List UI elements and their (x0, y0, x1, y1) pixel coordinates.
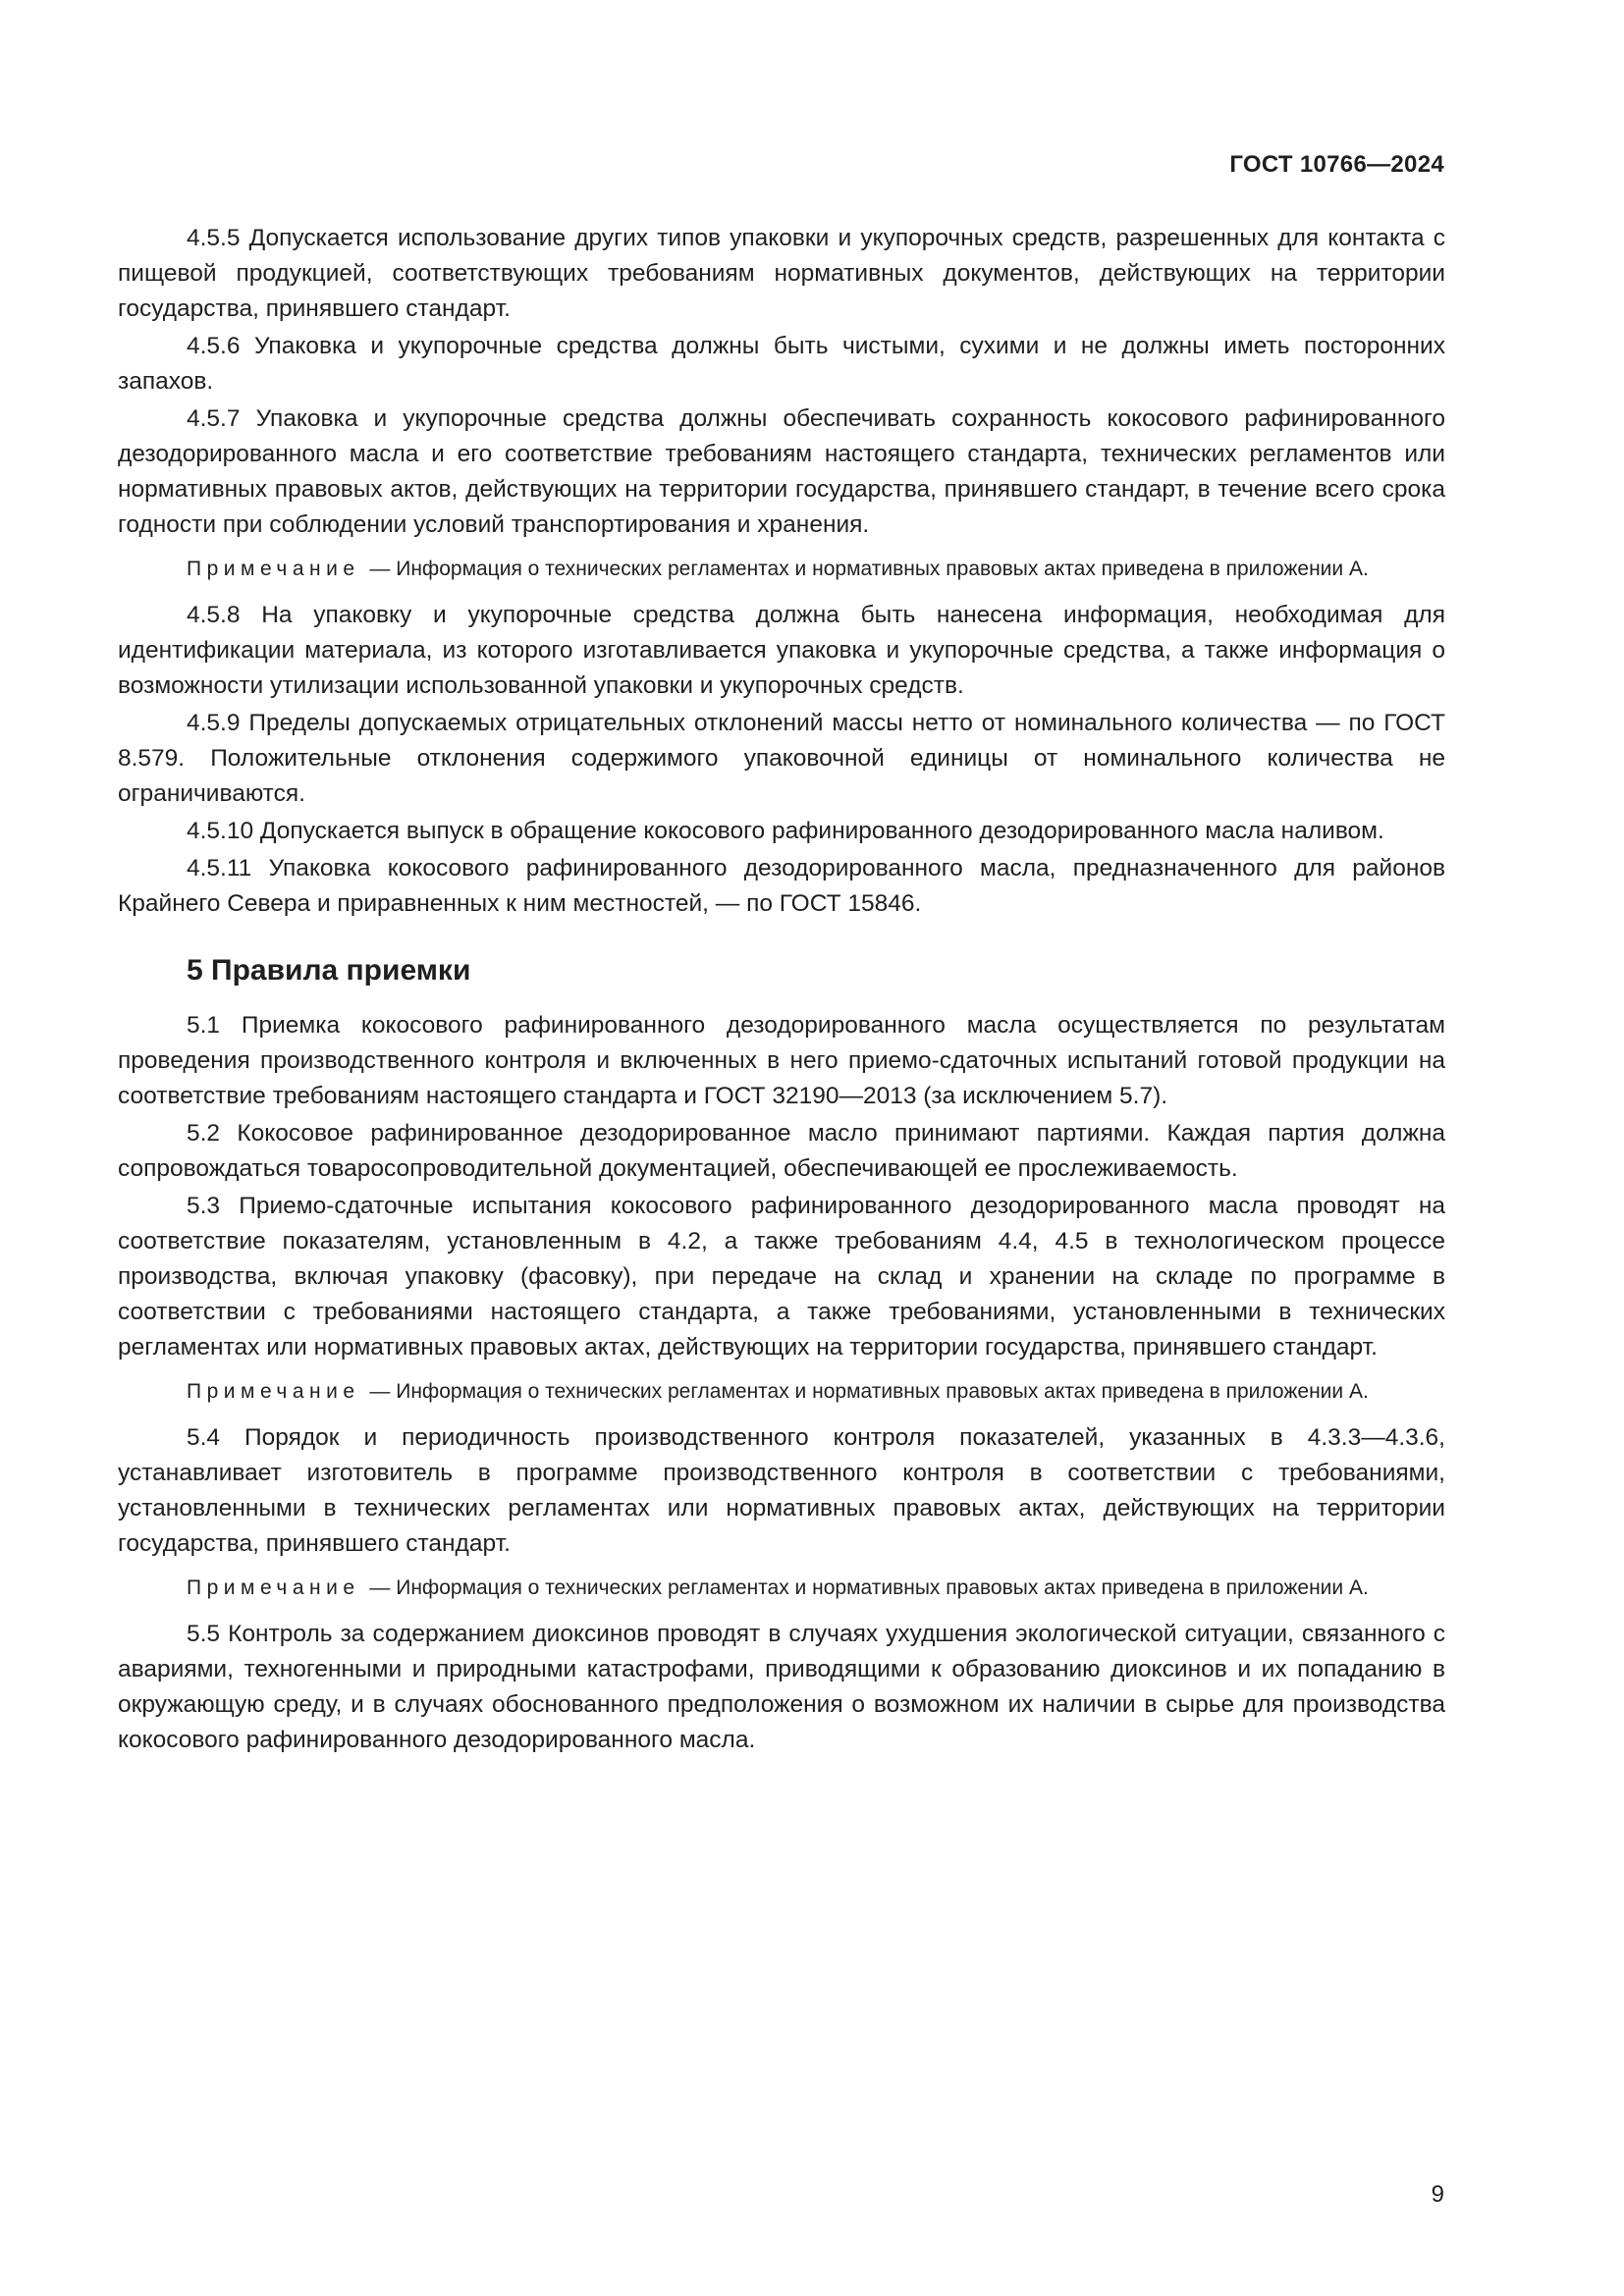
note-text: — Информация о технических регламентах и нормативных правовых актах приведена в приложении А. (369, 1576, 1369, 1599)
clause-5-2: 5.2 Кокосовое рафинированное дезодорированное масло принимают партиями. Каждая партия должна сопровождаться товаросопроводительной документацией, обеспечивающей ее прослеживаемость. (118, 1120, 1445, 1182)
section-heading: 5 Правила приемки (187, 954, 471, 987)
clause-4-5-7: 4.5.7 Упаковка и укупорочные средства должны обеспечивать сохранность кокосового рафинированного дезодорированного масла и его соответствие требованиям настоящего стандарта, технических регламентов или нормативных правовых актов, действующих на территории государства, принявшего стандарт, в течение всего срока годности при соблюдении условий транспортирования и хранения. (118, 405, 1445, 538)
page-number: 9 (1431, 2181, 1444, 2208)
note-label: Примечание (187, 1380, 360, 1403)
note (118, 555, 1445, 584)
clause-4-5-11: 4.5.11 Упаковка кокосового рафинированного дезодорированного масла, предназначенного для районов Крайнего Севера и приравненных к ним местностей, — по ГОСТ 15846. (118, 855, 1445, 917)
clause-4-5-9: 4.5.9 Пределы допускаемых отрицательных отклонений массы нетто от номинального количества — по ГОСТ 8.579. Положительные отклонения содержимого упаковочной единицы от номинального количества не ограничиваются. (118, 710, 1445, 807)
clause-5-1: 5.1 Приемка кокосового рафинированного дезодорированного масла осуществляется по результатам проведения производственного контроля и включенных в него приемо-сдаточных испытаний готовой продукции на соответствие требованиям настоящего стандарта и ГОСТ 32190—2013 (за исключением 5.7). (118, 1012, 1445, 1109)
clause-4-5-5: 4.5.5 Допускается использование других типов упаковки и укупорочных средств, разрешенных для контакта с пищевой продукцией, соответствующих требованиям нормативных документов, действующих на территории государства, принявшего стандарт. (118, 225, 1445, 322)
note-text: — Информация о технических регламентах и нормативных правовых актах приведена в приложении А. (369, 558, 1369, 580)
note-label: Примечание (187, 1576, 360, 1599)
note-text: — Информация о технических регламентах и нормативных правовых актах приведена в приложении А. (369, 1380, 1369, 1403)
clause-5-5: 5.5 Контроль за содержанием диоксинов проводят в случаях ухудшения экологической ситуации, связанного с авариями, техногенными и природными катастрофами, приводящими к образованию диоксинов и их попаданию в окружающую среду, и в случаях обоснованного предположения о возможном их наличии в сырье для производства кокосового рафинированного дезодорированного масла. (118, 1621, 1445, 1753)
clause-4-5-10: 4.5.10 Допускается выпуск в обращение кокосового рафинированного дезодорированного масла наливом. (187, 818, 1384, 844)
note (118, 1377, 1445, 1407)
clause-5-4: 5.4 Порядок и периодичность производственного контроля показателей, указанных в 4.3.3—4.3.6, устанавливает изготовитель в программе производственного контроля в соответствии с требованиями, установленными в технических регламентах или нормативных правовых актах, действующих на территории государства, принявшего стандарт. (118, 1424, 1445, 1557)
clause-5-3: 5.3 Приемо-сдаточные испытания кокосового рафинированного дезодорированного масла проводят на соответствие показателям, установленным в 4.2, а также требованиям 4.4, 4.5 в технологическом процессе производства, включая упаковку (фасовку), при передаче на склад и хранении на складе по программе в соответствии с требованиями настоящего стандарта, а также требованиями, установленными в технических регламентах или нормативных правовых актах, действующих на территории государства, принявшего стандарт. (118, 1193, 1445, 1361)
note-label: Примечание (187, 558, 360, 580)
clause-4-5-6: 4.5.6 Упаковка и укупорочные средства должны быть чистыми, сухими и не должны иметь посторонних запахов. (118, 333, 1445, 395)
document-body (118, 221, 1445, 1760)
note (118, 1574, 1445, 1603)
document-code: ГОСТ 10766—2024 (1229, 151, 1444, 178)
clause-4-5-8: 4.5.8 На упаковку и укупорочные средства должна быть нанесена информация, необходимая для идентификации материала, из которого изготавливается упаковка и укупорочные средства, а также информация о возможности утилизации использованной упаковки и укупорочных средств. (118, 602, 1445, 699)
